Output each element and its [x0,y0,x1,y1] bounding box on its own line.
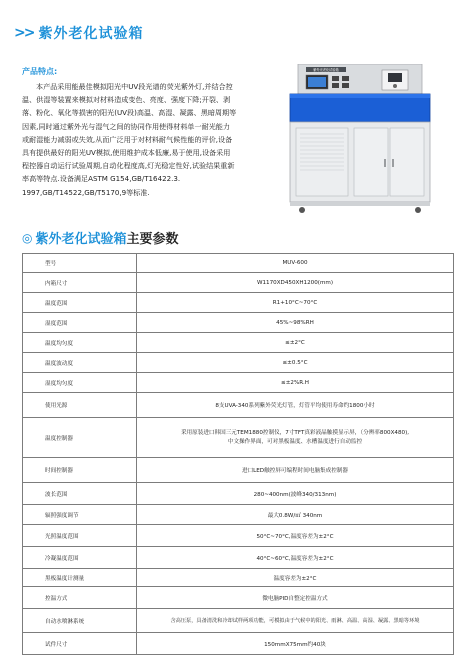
features-label: 产品特点: [22,67,58,76]
features-line: 温、供湿等装置来模拟对材料造成变色、亮度、强度下降;开裂、剥 [22,95,231,105]
features-line: 率高等特点.设备满足ASTM G154,GB/T16422.3. [22,174,181,184]
table-row [23,569,454,587]
specs-title-black: 主要参数 [126,232,179,247]
spec-key: 温度波动度 [23,353,137,373]
spec-value: R1+10°C~70°C [137,293,454,313]
spec-value: ≤±0.5°C [137,353,454,373]
spec-key: 控温方式 [23,587,137,609]
spec-value: ≤±2°C [137,333,454,353]
features-line: 程控器自动运行试验周期,自动化程度高,灯光稳定性好,试验结果重新 [22,161,235,171]
table-row [23,373,454,393]
features-line: 1997,GB/T14522,GB/T5170,9等标准. [22,187,150,197]
features-description [22,80,258,199]
specs-title-blue: 紫外老化试验箱 [35,232,127,247]
spec-key: 光照温度范围 [23,525,137,547]
spec-value: ≤±2%R.H [137,373,454,393]
spec-key: 温度控制器 [23,418,137,458]
page-header [14,23,143,43]
double-chevron-icon: >> [14,25,34,41]
table-row [23,458,454,483]
spec-key: 黑板温度计测量 [23,569,137,587]
spec-value: 8支UVA-340系列紫外荧光灯管，灯管平均使用寿命约1800小时 [137,393,454,418]
spec-key: 温度范围 [23,293,137,313]
panel-label-text: 紫外光老化试验箱 [313,68,339,72]
spec-key: 自动水喷淋系统 [23,609,137,633]
spec-value: 最大0.8W/㎡ 340nm [137,505,454,525]
spec-key: 时间控制器 [23,458,137,483]
table-row [23,633,454,655]
spec-key: 冷凝温度范围 [23,547,137,569]
features-line: 落、粉化、氧化等损害的阳光(UV段)高温、高湿、凝露、黑暗周期等 [22,108,237,118]
specs-section-title [22,228,179,247]
spec-value: 采用原装进口韩国三元TEM1880控制仪，7寸TFT真彩液晶触摸显示屏，（分辨率800X480), 中文操作界面，可对黑板温度、水槽温度进行自动监控 [137,418,454,458]
uv-aging-chamber-image [284,64,434,214]
spec-value: 进口LED触控屏可编程时间电脑集成控制器 [137,458,454,483]
spec-key: 使用光源 [23,393,137,418]
features-line: 具有提供最好的阳光UV模拟,使用维护成本低廉,易于使用,设备采用 [22,148,231,158]
features-line: 或耐湿能力减弱或失效,从而广泛用于对材料耐气候性能的评价,设备 [22,134,233,144]
table-row [23,273,454,293]
spec-value: 45%~98%RH [137,313,454,333]
spec-value: 40°C~60°C,温度容差为±2°C [137,547,454,569]
specs-table [22,253,454,655]
table-row [23,254,454,273]
spec-key: 温度均匀度 [23,333,137,353]
table-row [23,353,454,373]
table-row [23,505,454,525]
spec-key: 湿度范围 [23,313,137,333]
table-row [23,393,454,418]
features-line: 本产品采用能最佳模拟阳光中UV段光谱的荧光紫外灯,并结合控 [36,82,233,91]
table-row [23,609,454,633]
page-title: 紫外老化试验箱 [38,26,144,42]
spec-key: 试件尺寸 [23,633,137,655]
ring-icon: ◎ [22,230,33,245]
spec-key: 湿度均匀度 [23,373,137,393]
spec-value: MUV-600 [137,254,454,273]
table-row [23,333,454,353]
spec-value: 含高压泵，具备清洗和冷却试样两项功能，可模拟由于气候中的阳光、雨淋、高温、高湿、凝露、黑暗等环境 [137,609,454,633]
table-row [23,313,454,333]
spec-value: 温度容差为±2°C [137,569,454,587]
spec-key: 辐照强度调节 [23,505,137,525]
features-line: 因素,同时通过紫外光与湿气之间的协同作用使得材料单一耐光能力 [22,121,230,131]
table-row [23,547,454,569]
table-row [23,418,454,458]
spec-value: 50°C~70°C,温度容差为±2°C [137,525,454,547]
chamber-illustration [284,64,434,214]
spec-key: 波长范围 [23,483,137,505]
spec-value: 150mmX75mm约40块 [137,633,454,655]
table-row [23,293,454,313]
spec-key: 型号 [23,254,137,273]
table-row [23,525,454,547]
spec-value: W1170XD450XH1200(mm) [137,273,454,293]
spec-value: 280~400nm(波峰340/313nm) [137,483,454,505]
table-row [23,587,454,609]
spec-value: 微电脑PID自整定控温方式 [137,587,454,609]
spec-key: 内箱尺寸 [23,273,137,293]
table-row [23,483,454,505]
